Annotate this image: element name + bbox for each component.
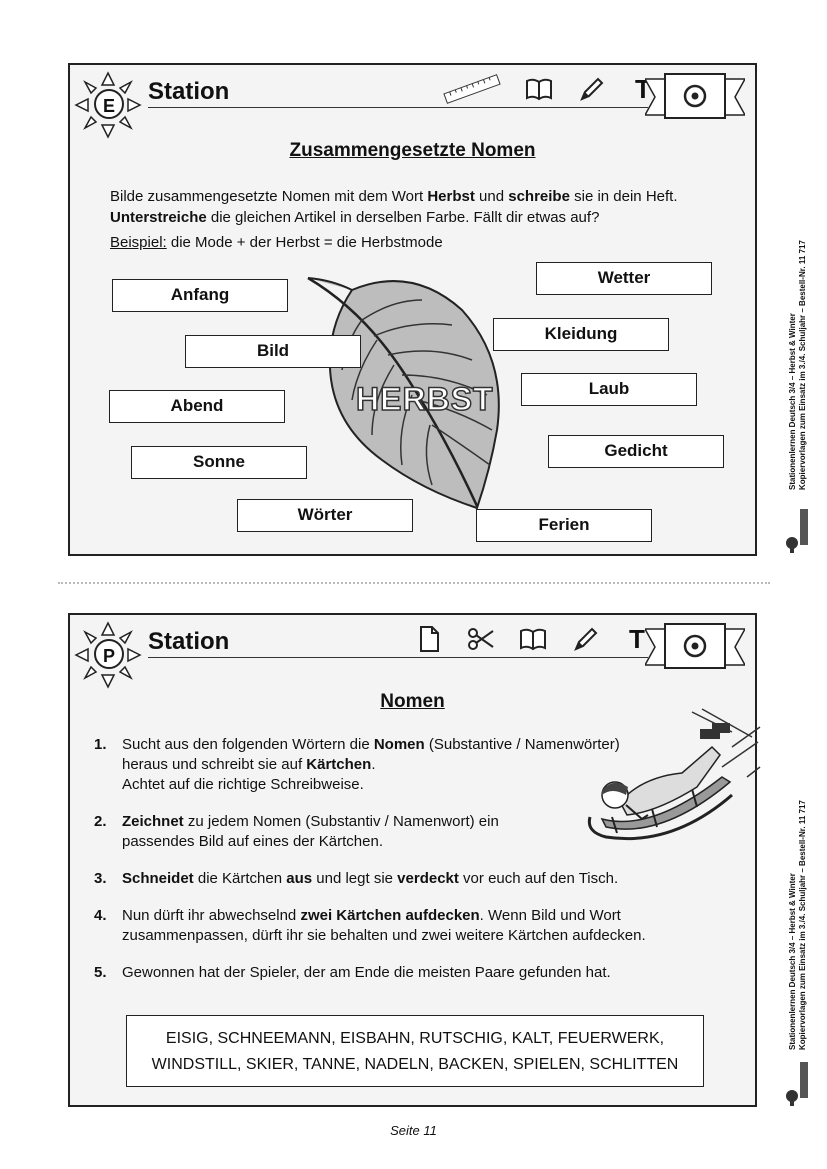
instructions [110, 186, 740, 253]
sidebar-text-1: Stationenlernen Deutsch 3/4 – Herbst & Winter [788, 313, 797, 490]
word-card-ferien: Ferien [476, 509, 652, 542]
word-card-bild: Bild [185, 335, 361, 368]
step-3: 3. Schneidet die Kärtchen aus und legt sie verdeckt vor euch auf den Tisch. [94, 870, 619, 887]
word-bank-line-2: WINDSTILL, SKIER, TANNE, NADELN, BACKEN, SPIELEN, SCHLITTEN [151, 1056, 679, 1073]
example-line: Beispiel: die Mode + der Herbst = die Herbstmode [110, 234, 443, 251]
station-letter: P [94, 639, 124, 669]
center-word-herbst: HERBST [356, 381, 494, 417]
tool-icons [442, 73, 658, 105]
sidebar-text-1: Stationenlernen Deutsch 3/4 – Herbst & Winter [788, 873, 797, 1050]
step-2: 2. Zeichnet zu jedem Nomen (Substantiv / Namenwort) ein passendes Bild auf eines der Kärtchen. [94, 813, 499, 850]
tool-icons [414, 623, 652, 655]
sidebar-top [786, 225, 812, 555]
station-card-e [68, 63, 757, 556]
word-bank [126, 1015, 704, 1087]
word-card-gedicht: Gedicht [548, 435, 724, 468]
pencil-icon [576, 74, 606, 104]
sidebar-bottom [786, 775, 812, 1105]
step-5: 5. Gewonnen hat der Spieler, der am Ende die meisten Paare gefunden hat. [94, 964, 611, 981]
instruction-line-1: Bilde zusammengesetzte Nomen mit dem Wort Herbst und schreibe sie in dein Heft. [110, 188, 678, 205]
page-number: Seite 11 [390, 1123, 437, 1138]
publisher-logo-icon [784, 505, 812, 553]
word-card-abend: Abend [109, 390, 285, 423]
instruction-line-2: Unterstreiche die gleichen Artikel in derselben Farbe. Fällt dir etwas auf? [110, 209, 600, 226]
station-letter: E [94, 89, 124, 119]
instruction-steps [94, 735, 684, 1000]
book-icon [518, 624, 548, 654]
step-1: 1. Sucht aus den folgenden Wörtern die Nomen (Substantive / Namenwörter) heraus und schreibt sie auf Kärtchen. Achtet auf die richtige Schreibweise. [94, 736, 620, 793]
sidebar-text-2: Kopiervorlagen zum Einsatz im 3./4. Schuljahr – Bestell-Nr. 11 717 [798, 800, 807, 1050]
book-icon [524, 74, 554, 104]
text-t-icon: T [635, 73, 651, 104]
target-ribbon-icon [645, 621, 745, 673]
ruler-icon [442, 74, 502, 104]
step-4: 4. Nun dürft ihr abwechselnd zwei Kärtchen aufdecken. Wenn Bild und Wort zusammenpassen, dürft ihr sie behalten und zwei weitere Kärtchen aufdecken. [94, 907, 646, 944]
text-t-icon: T [629, 623, 645, 654]
sidebar-text-2: Kopiervorlagen zum Einsatz im 3./4. Schuljahr – Bestell-Nr. 11 717 [798, 240, 807, 490]
page-heading: Nomen [380, 691, 445, 712]
publisher-logo-icon [784, 1058, 812, 1106]
station-card-p [68, 613, 757, 1107]
title-underline [148, 107, 648, 108]
pencil-icon [570, 624, 600, 654]
title-underline [148, 657, 648, 658]
section-divider [58, 582, 770, 584]
target-ribbon-icon [645, 71, 745, 123]
scissors-icon [466, 624, 496, 654]
page-heading: Zusammengesetzte Nomen [289, 140, 536, 161]
word-card-anfang: Anfang [112, 279, 288, 312]
station-title: Station [148, 628, 230, 655]
word-card-sonne: Sonne [131, 446, 307, 479]
word-bank-line-1: EISIG, SCHNEEMANN, EISBAHN, RUTSCHIG, KALT, FEUERWERK, [165, 1030, 665, 1047]
station-title: Station [148, 78, 230, 105]
document-icon [414, 624, 444, 654]
word-card-kleidung: Kleidung [493, 318, 669, 351]
word-card-woerter: Wörter [237, 499, 413, 532]
word-card-wetter: Wetter [536, 262, 712, 295]
word-card-laub: Laub [521, 373, 697, 406]
